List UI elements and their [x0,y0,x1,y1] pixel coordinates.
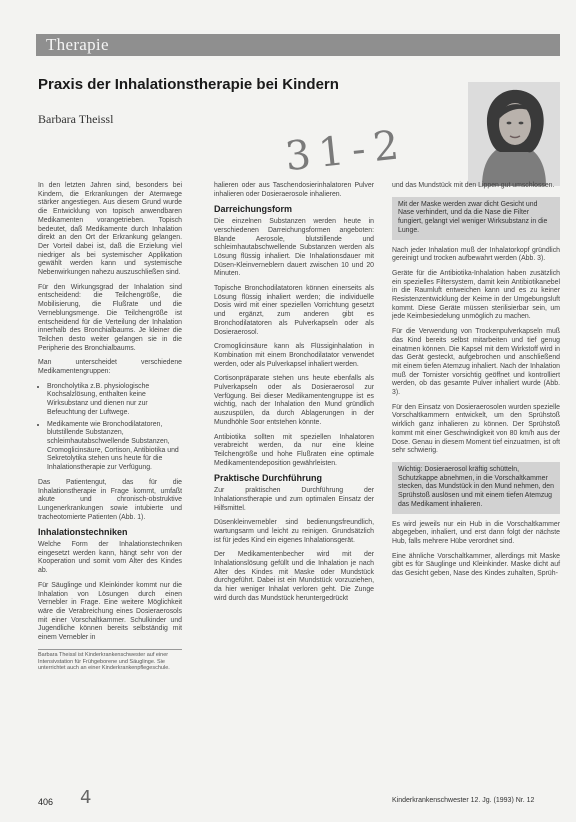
paragraph: Es wird jeweils nur ein Hub in die Vorschaltkammer abgegeben, inhaliert, und erst dann folgt der nächste Hub, falls mehrere Hübe verordnet sind. [392,520,560,545]
paragraph: Zur praktischen Durchführung der Inhalationstherapie und zum optimalen Einsatz der Hilfsmittel. [214,487,374,512]
paragraph: Antibiotika sollten mit speziellen Inhalatoren verabreicht werden, da nur eine kleine Teilchengröße und hohe Flußraten eine optimale Medikamentendeposition gewährleisten. [214,433,374,467]
paragraph: Für Säuglinge und Kleinkinder kommt nur die Inhalation von Lösungen durch einen Vernebler in Frage. Eine weitere Möglichkeit wäre die Verabreichung eines Dosieraerosols mit einer Vorschaltkammer. Schulkinder und Jugendliche können bereits selbständig mit einem Vernebler in [38,581,182,642]
highlight-box: Mit der Maske werden zwar dicht Gesicht und Nase verhindert, und da die Nase die Filter fungiert, gelangt viel weniger Wirksubstanz in die Lunge. [392,197,560,240]
medication-list [38,383,182,473]
article-author: Barbara Theissl [38,112,114,126]
paragraph: Für die Verwendung von Trockenpulverkapseln muß das Kind bereits selbst mitarbeiten und tief genug einatmen können. Die Kapsel mit dem Wirkstoff wird in das Gerät gesteckt, aufgebrochen und anschließend mit einem tiefen Atemzug inhaliert. Nach der Inhalation muß der Tornister vorsichtig geöffnet und kontrolliert werden, ob das gesamte Pulver inhaliert wurde (Abb. 3). [392,328,560,397]
paragraph: Der Medikamentenbecher wird mit der Inhalationslösung gefüllt und die Inhalation je nach Alter des Kindes mit Maske oder Mundstück durchgeführt. Dabei ist ein Mundstück vorzuziehen, da hier weniger Inhalat verloren geht. Die Zunge wird durch das Mundstück heruntergedrückt [214,551,374,602]
article-title: Praxis der Inhalationstherapie bei Kindern [38,76,339,93]
author-footnote: Barbara Theissl ist Kinderkrankenschwester auf einer Intensivstation für Frühgeborene und Säuglinge. Sie unterrichtet auch an einer Kinderkrankenpflegeschule. [38,649,182,672]
paragraph: halieren oder aus Taschendosierinhalatoren Pulver inhalieren oder Dosieraerosole inhalieren. [214,182,374,198]
paragraph: Geräte für die Antibiotika-Inhalation haben zusätzlich ein spezielles Filtersystem, damit kein Antibiotikanebel in die Raumluft entweichen kann und es zu keiner Resistenzentwicklung der Keime in der Umgebungsluft kommt. Diese Geräte müssen sterilisierbar sein, um jede Keimbesiedelung unmöglich zu machen. [392,269,560,321]
paragraph: Für den Wirkungsgrad der Inhalation sind entscheidend: die Teilchengröße, die Mobilisierung, die Flußrate und die Verneblungsmenge. Die Teilchengröße ist entscheidend für die Verteilung der Inhalation innerhalb des Bronchialbaums. Je kleiner die Teilchen desto weiter gelangen sie in die Peripherie des Bronchialbaums. [38,283,182,352]
section-banner [36,34,560,56]
paragraph: Eine ähnliche Vorschaltkammer, allerdings mit Maske gibt es für Säuglinge und Kleinkinder. Maske dicht auf das Gesicht geben, Nase des Kindes zuhalten, Sprüh- [392,552,560,578]
list-item: • Broncholytika z.B. physiologische Kochsalzlösung, enthalten keine Wirksubstanz und dienen nur zur Befeuchtung der Luftwege. [47,383,182,418]
paragraph: In den letzten Jahren sind, besonders bei Kindern, die Erkrankungen der Atemwege stärker angestiegen. Aus diesem Grund wurde die Entwicklung von topisch anwendbaren Medikamenten vorangetrieben. Topisch bedeutet, daß Medikamente durch Inhalation direkt an den Ort der Erkrankung gelangen. Der Vorteil dabei ist, daß die Erzielung viel niedriger als bei systemischer Applikation gewählt werden kann und systemische Nebenwirkungen nahezu auszuschließen sind. [38,182,182,277]
paragraph: Das Patientengut, das für die Inhalationstherapie in Frage kommt, umfaßt akute und chronisch-obstruktive Lungenerkrankungen sowie intubierte und tracheotomierte Patienten (Abb. 1). [38,478,182,521]
text-column-1 [38,182,182,672]
text-column-2 [214,182,374,610]
section-label: Therapie [46,35,109,54]
paragraph: Welche Form der Inhalationstechniken eingesetzt werden kann, hängt sehr von der Kooperation und somit vom Alter des Kindes ab. [38,541,182,575]
paragraph: Für den Einsatz von Dosieraerosolen wurden spezielle Vorschaltkammern entwickelt, um den Sprühstoß wirklich ganz inhalieren zu können. Der Sprühstoß kommt mit einer Geschwindigkeit von 80 km/h aus der Dose. Genau in diesem Moment tief einzuatmen, ist oft sehr schwierig. [392,403,560,455]
paragraph: Topische Bronchodilatatoren können einerseits als Lösung flüssig inhaliert werden; die individuelle Dosis wird mit einer speziellen Vorrichtung gesetzt und ergänzt, zum anderen gibt es Bronchodilatatoren als Pulverkapseln oder als Dosieraerosol. [214,285,374,336]
highlight-box-important: Wichtig: Dosieraerosol kräftig schütteln, Schutzkappe abnehmen, in die Vorschaltkammer stecken, das Mundstück in den Mund nehmen, den Sprühstoß auslösen und mit einem tiefen Atemzug das Medikament inhalieren. [392,462,560,514]
paragraph: Die einzelnen Substanzen werden heute in verschiedenen Darreichungsformen angeboten: Blande Aerosole, blutstillende und schleimhautabschwellende Substanzen werden als Lösung flüssig inhaliert. Die Inhalationsdauer mit Düsen-Kleinverneblern dauert zwischen 10 und 20 Minuten. [214,218,374,278]
handwritten-page-mark: 4 [80,787,92,808]
section-heading: Praktische Durchführung [214,473,323,484]
section-heading: Inhalationstechniken [38,527,128,538]
paragraph: und das Mundstück mit den Lippen gut umschlossen. [392,182,555,189]
paragraph: Cromoglicinsäure kann als Flüssiginhalation in Kombination mit einem Bronchodilatator verwendet werden, oder als Pulverkapsel inhaliert werden. [214,343,374,368]
page-number: 406 [38,797,54,807]
section-heading: Darreichungsform [214,204,293,215]
list-item: • Medikamente wie Bronchodilatatoren, blutstillende Substanzen, schleimhautabschwellende Substanzen, Cromoglicinsäure, Cortison, Antibiotika und Sekretolytika stehen uns heute für die Inhalationstherapie zur Verfügung. [47,421,182,473]
author-photo [468,82,560,186]
text-column-3 [392,182,560,585]
paragraph: Düsenkleinvernebler sind bedienungsfreundlich, wartungsarm und leicht zu reinigen. Grundsätzlich ist für jedes Kind ein eigenes Inhalationsgerät. [214,519,374,544]
journal-citation: Kinderkrankenschwester 12. Jg. (1993) Nr. 12 [392,797,535,804]
paragraph: Cortisonpräparate stehen uns heute ebenfalls als Pulverkapseln oder als Dosieraerosol zur Verfügung. Bei dieser Medikamentengruppe ist es wichtig, nach der Inhalation den Mund gründlich auszuspülen, da durch Ablagerungen in der Mundhöhle Soor entstehen könnte. [214,375,374,426]
paragraph: Nach jeder Inhalation muß der Inhalatorkopf gründlich gereinigt und trocken aufbewahrt werden (Abb. 3). [392,246,560,263]
author-portrait-image [468,82,560,186]
paragraph: Man unterscheidet verschiedene Medikamentengruppen: [38,359,182,376]
handwritten-note: 31-2 [282,121,409,181]
